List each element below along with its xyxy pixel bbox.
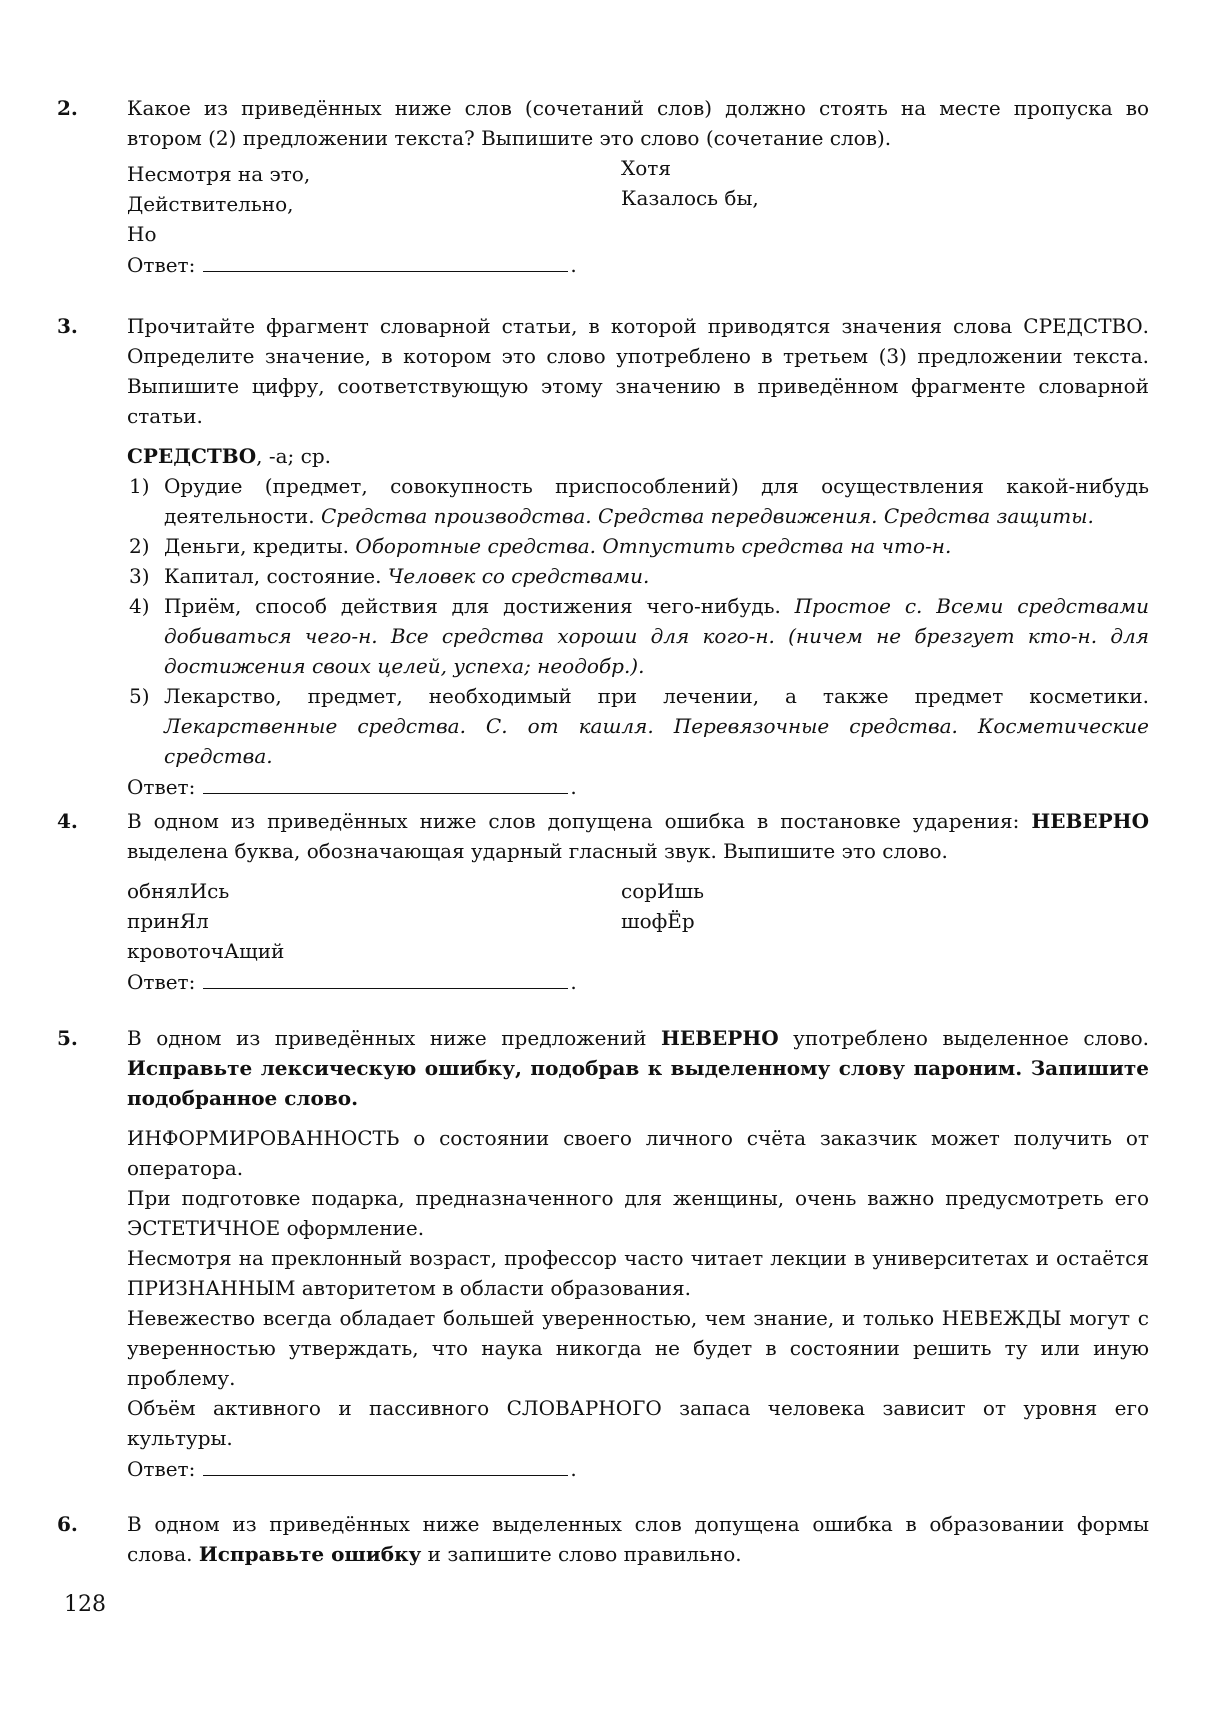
task-body bbox=[127, 806, 1149, 997]
answer-label: Ответ: bbox=[127, 1457, 196, 1481]
question-text: употреблено выделенное слово. bbox=[778, 1026, 1149, 1050]
answer-line[interactable] bbox=[203, 966, 568, 989]
options-right bbox=[621, 153, 1115, 249]
question-emphasis: НЕВЕРНО bbox=[1031, 809, 1149, 833]
sentences bbox=[127, 1123, 1149, 1453]
meaning-item bbox=[127, 591, 1149, 681]
question-text: и запишите слово правильно. bbox=[421, 1542, 742, 1566]
task-question: Прочитайте фрагмент словарной статьи, в которой приводятся значения слова СРЕДСТВО. Определите значение, в котором это слово употреблено в третьем (3) предложении текста. Выпишите цифру, соответствующую этому значению в приведённом фрагменте словарной статьи. bbox=[127, 314, 1149, 428]
meaning-number: 2) bbox=[129, 534, 150, 558]
meaning-text: Деньги, кредиты. bbox=[164, 534, 356, 558]
answer-label: Ответ: bbox=[127, 970, 196, 994]
question-instruction: Исправьте лексическую ошибку, подобрав к выделенному слову пароним. Запишите подобранное слово. bbox=[127, 1056, 1149, 1110]
meaning-text: Лекарство, предмет, необходимый при лечении, а также предмет косметики. bbox=[164, 684, 1149, 708]
task-body bbox=[127, 311, 1149, 802]
entry-grammar: , -а; ср. bbox=[256, 444, 331, 468]
meaning-text: Капитал, состояние. bbox=[164, 564, 388, 588]
sentence: Несмотря на преклонный возраст, профессор часто читает лекции в университетах и остаётся ПРИЗНАННЫМ авторитетом в области образования. bbox=[127, 1246, 1149, 1300]
task-number: 6. bbox=[57, 1512, 78, 1536]
answer-row: Ответ: . bbox=[127, 966, 1149, 997]
question-emphasis: НЕВЕРНО bbox=[661, 1026, 779, 1050]
meaning-item bbox=[127, 561, 1149, 591]
answer-line[interactable] bbox=[203, 771, 568, 794]
entry-word: СРЕДСТВО bbox=[127, 444, 257, 468]
task-question bbox=[127, 1509, 1149, 1569]
meanings-list bbox=[127, 471, 1149, 771]
meaning-example: Лекарственные средства. С. от кашля. Перевязочные средства. Косметические средства. bbox=[164, 714, 1149, 768]
option: Но bbox=[127, 222, 157, 246]
task-number: 4. bbox=[57, 809, 78, 833]
answer-row: Ответ: . bbox=[127, 771, 1149, 802]
meaning-number: 1) bbox=[129, 474, 150, 498]
meaning-number: 3) bbox=[129, 564, 150, 588]
entry-head bbox=[127, 441, 1149, 471]
answer-row: Ответ: . bbox=[127, 249, 1149, 280]
meaning-text: Приём, способ действия для достижения чего-нибудь. bbox=[164, 594, 795, 618]
sentence: При подготовке подарка, предназначенного для женщины, очень важно предусмотреть его ЭСТЕТИЧНОЕ оформление. bbox=[127, 1186, 1149, 1240]
meaning-example: Человек со средствами. bbox=[387, 564, 650, 588]
meaning-example: Оборотные средства. Отпустить средства на что-н. bbox=[355, 534, 952, 558]
question-instruction: Исправьте ошибку bbox=[198, 1542, 422, 1566]
task-body bbox=[127, 1509, 1149, 1569]
options-columns bbox=[127, 156, 1149, 249]
answer-row: Ответ: . bbox=[127, 1453, 1149, 1484]
options-left bbox=[127, 876, 621, 966]
option: обнялИсь bbox=[127, 879, 230, 903]
task-question: Какое из приведённых ниже слов (сочетаний слов) должно стоять на месте пропуска во втором (2) предложении текста? Выпишите это слово (сочетание слов). bbox=[127, 96, 1149, 150]
options-left bbox=[127, 159, 621, 249]
task-number: 2. bbox=[57, 96, 78, 120]
task-body bbox=[127, 1023, 1149, 1484]
question-text: В одном из приведённых ниже выделенных слов допущена ошибка в образовании формы слова. bbox=[127, 1512, 1149, 1566]
sentence: Объём активного и пассивного СЛОВАРНОГО запаса человека зависит от уровня его культуры. bbox=[127, 1396, 1149, 1450]
answer-label: Ответ: bbox=[127, 253, 196, 277]
meaning-number: 4) bbox=[129, 594, 150, 618]
task-question bbox=[127, 1023, 1149, 1113]
option: Казалось бы, bbox=[621, 186, 759, 210]
sentence: ИНФОРМИРОВАННОСТЬ о состоянии своего личного счёта заказчик может получить от оператора. bbox=[127, 1126, 1149, 1180]
meaning-number: 5) bbox=[129, 684, 150, 708]
option: шофЁр bbox=[621, 909, 695, 933]
option: принЯл bbox=[127, 909, 209, 933]
question-text: В одном из приведённых ниже слов допущена ошибка в постановке ударения: bbox=[127, 809, 1032, 833]
question-text: В одном из приведённых ниже предложений bbox=[127, 1026, 661, 1050]
option: Действительно, bbox=[127, 192, 294, 216]
task-number: 5. bbox=[57, 1026, 78, 1050]
meaning-example: Простое с. Всеми средствами добиваться чего-н. Все средства хороши для кого-н. (ничем не брезгует кто-н. для достижения своих целей, успеха; неодобр.). bbox=[164, 594, 1149, 678]
answer-line[interactable] bbox=[203, 249, 568, 272]
answer-line[interactable] bbox=[203, 1453, 568, 1476]
meaning-item bbox=[127, 471, 1149, 531]
task-question bbox=[127, 806, 1149, 866]
page-number: 128 bbox=[64, 1592, 106, 1617]
option: сорИшь bbox=[621, 879, 704, 903]
options-columns bbox=[127, 876, 1149, 966]
meaning-text: Орудие (предмет, совокупность приспособлений) для осуществления какой-нибудь деятельности. bbox=[164, 474, 1149, 528]
meaning-item bbox=[127, 531, 1149, 561]
option: кровоточАщий bbox=[127, 939, 285, 963]
answer-label: Ответ: bbox=[127, 775, 196, 799]
options-right bbox=[621, 876, 1115, 966]
meaning-example: Средства производства. Средства передвижения. Средства защиты. bbox=[320, 504, 1094, 528]
task-number: 3. bbox=[57, 314, 78, 338]
option: Хотя bbox=[621, 156, 671, 180]
meaning-item bbox=[127, 681, 1149, 771]
question-text: выделена буква, обозначающая ударный гласный звук. Выпишите это слово. bbox=[127, 839, 948, 863]
sentence: Невежество всегда обладает большей уверенностью, чем знание, и только НЕВЕЖДЫ могут с уверенностью утверждать, что наука никогда не будет в состоянии решить ту или иную проблему. bbox=[127, 1306, 1149, 1390]
option: Несмотря на это, bbox=[127, 162, 311, 186]
dictionary-entry bbox=[127, 441, 1149, 771]
task-body bbox=[127, 93, 1149, 280]
